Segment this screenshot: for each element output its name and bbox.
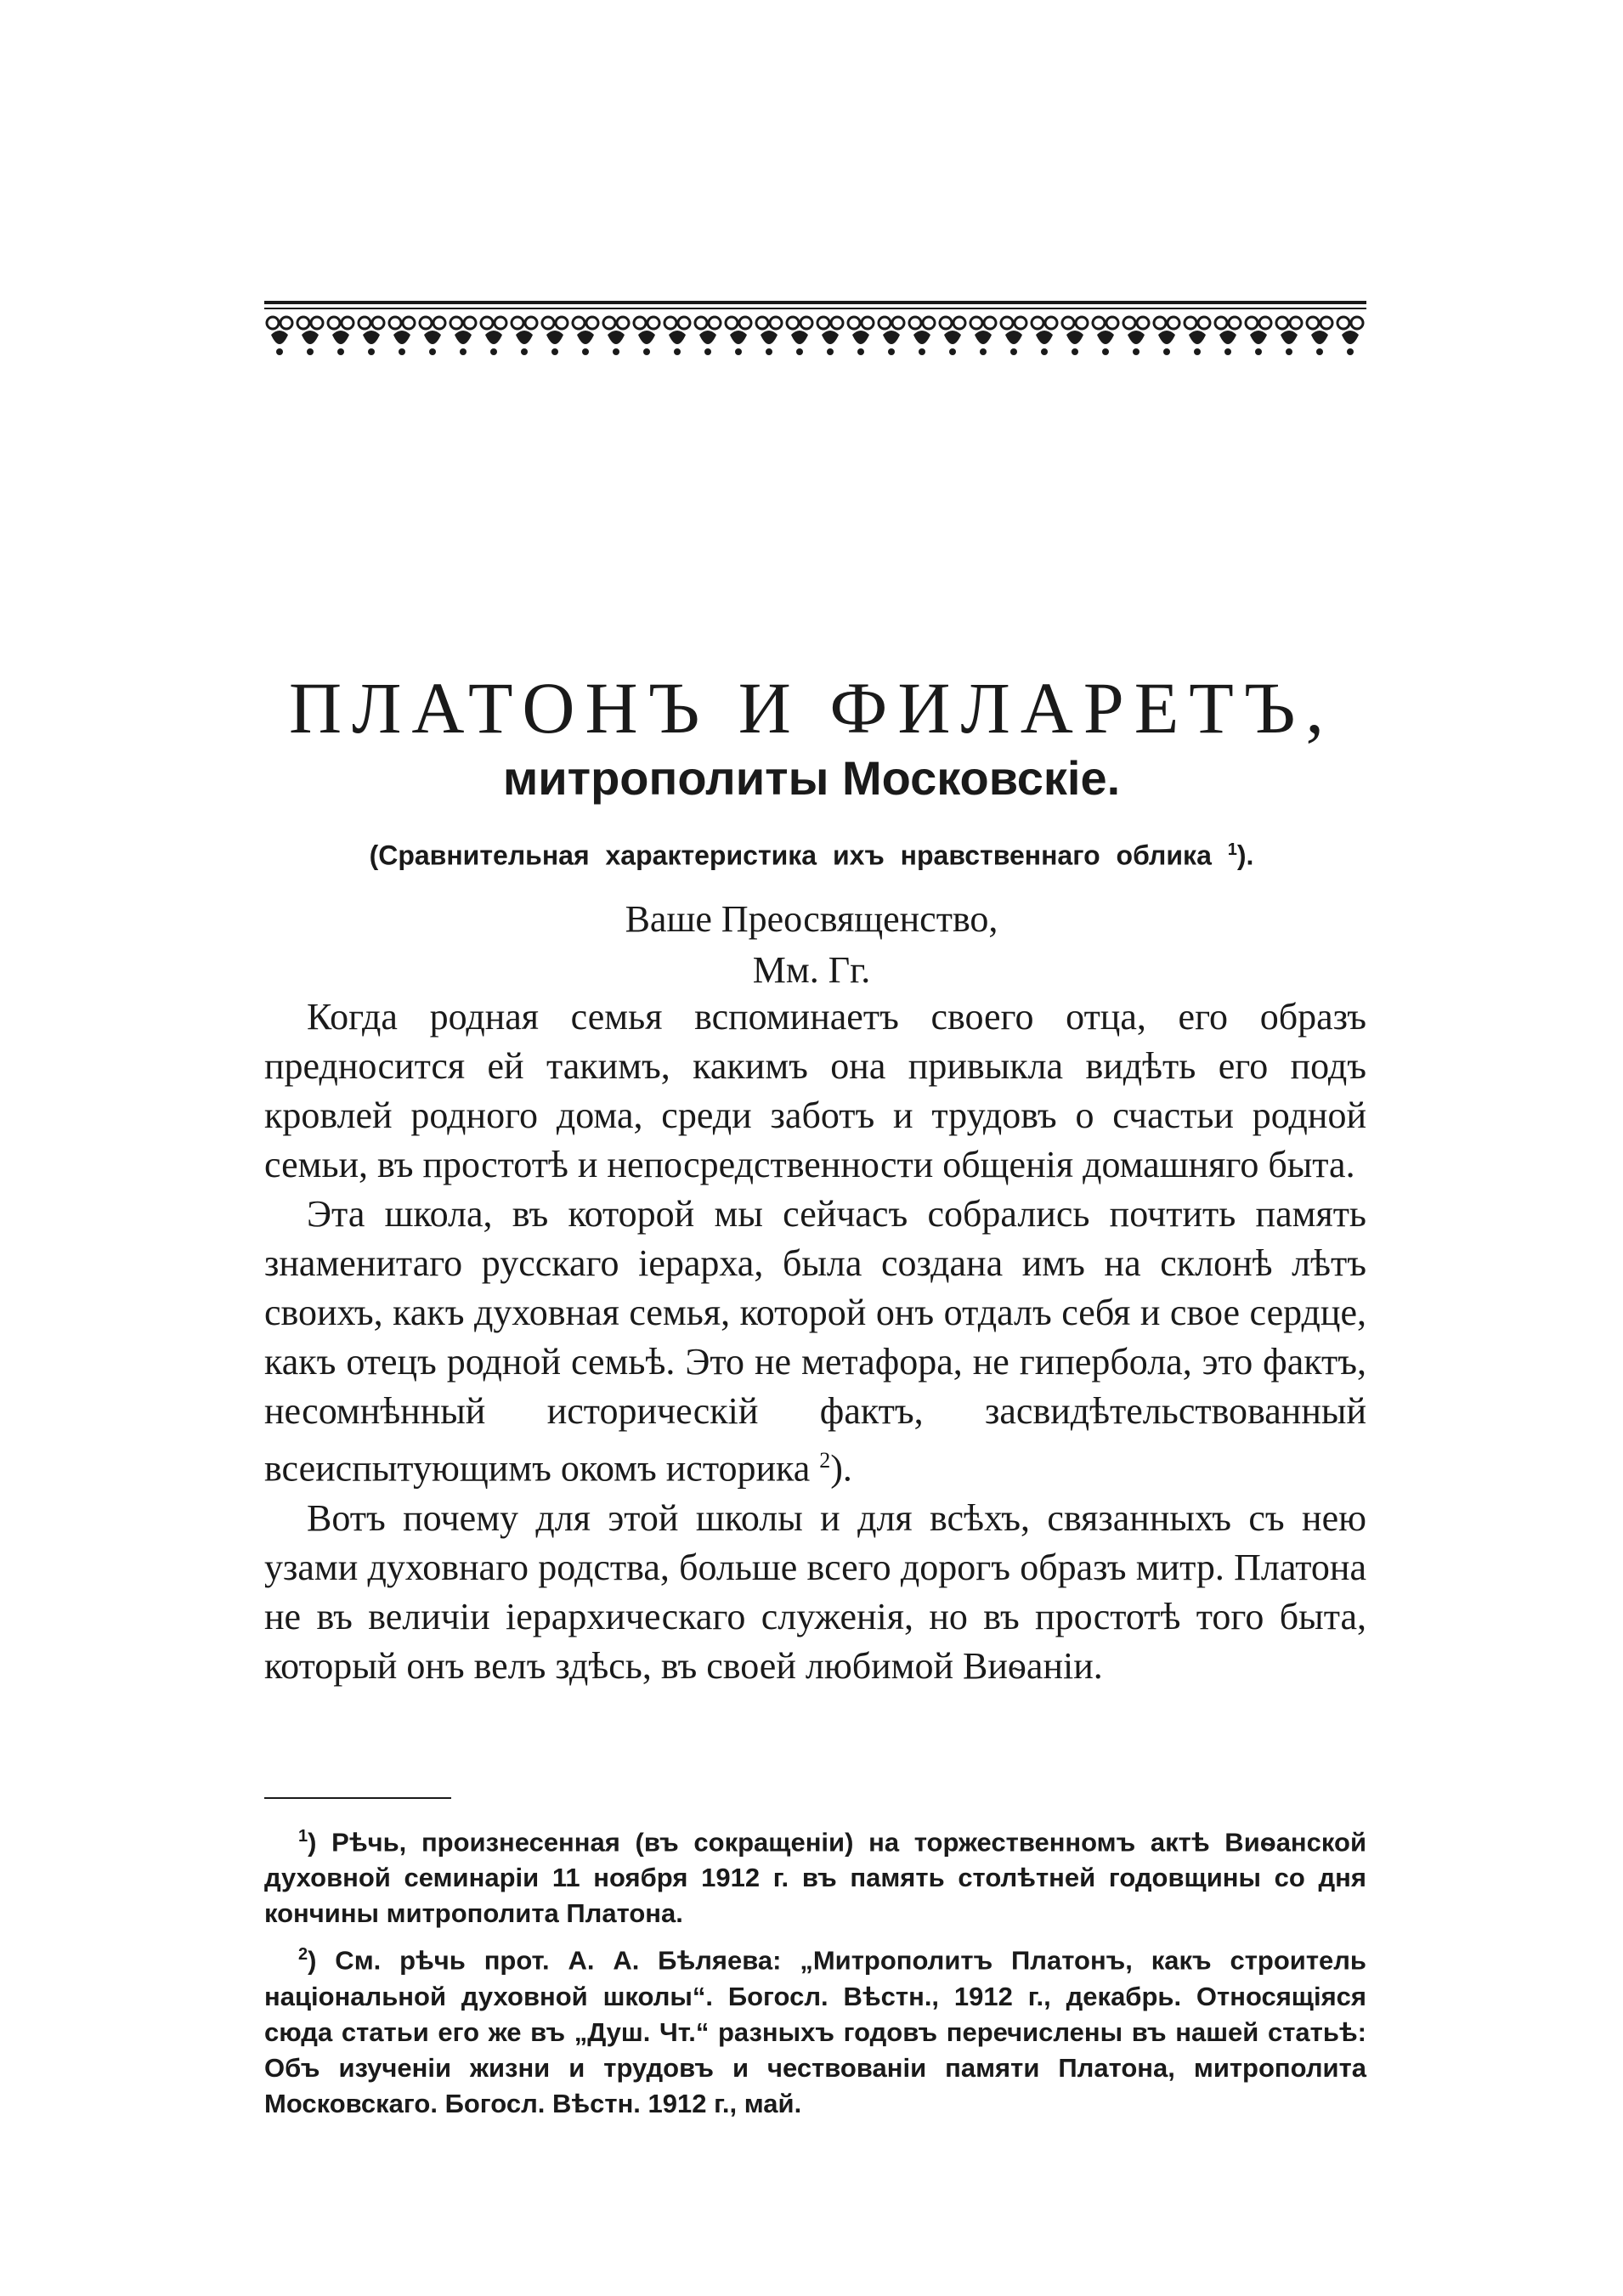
decorative-ornament-band: [264, 301, 1366, 362]
paragraph-3: Вотъ почему для этой школы и для всѣхъ, связанныхъ съ нею узами духовнаго родства, больше всего дорогъ образъ митр. Платона не въ величіи іерархическаго служенія, но въ простотѣ того быта, который онъ велъ здѣсь, въ своей любимой Виѳаніи.: [264, 1496, 1366, 1687]
paragraph-2-end: ).: [830, 1447, 852, 1490]
footnote-1-text: ) Рѣчь, произнесенная (въ сокращеніи) на торжественномъ актѣ Виѳанской духовной семинаріи 11 ноября 1912 г. въ память столѣтней годовщины со дня кончины митрополита Платона.: [264, 1827, 1366, 1929]
footnote-2: [264, 1937, 1366, 2121]
paragraph-2-text: Эта школа, въ которой мы сейчасъ собрались почтить память знаменитаго русскаго іерарха, была создана имъ на склонѣ лѣтъ своихъ, какъ духовная семья, которой онъ отдалъ себя и свое сердце, какъ отецъ родной семьѣ. Это не метафора, не гипербола, это фактъ, несомнѣнный историческій фактъ, засвидѣтельствованный всеиспытующимъ окомъ историка: [264, 1193, 1366, 1490]
subtitle-note: [0, 841, 1623, 869]
footnote-1: [264, 1818, 1366, 1931]
footnotes: [264, 1818, 1366, 2127]
paragraph-1: Когда родная семья вспоминаетъ своего отца, его образъ предносится ей такимъ, какимъ она привыкла видѣть его подъ кровлей родного дома, среди заботъ и трудовъ о счастьи родной семьи, въ простотѣ и непосредственности общенія домашняго быта.: [264, 996, 1366, 1185]
subtitle-note-close: ).: [1236, 840, 1254, 871]
salutation-line-2: Мм. Гг.: [752, 949, 871, 991]
footnote-1-mark: 1: [298, 1827, 308, 1846]
subtitle-note-text: (Сравнительная характеристика ихъ нравственнаго облика: [369, 840, 1212, 871]
page-title: ПЛАТОНЪ И ФИЛАРЕТЪ,: [288, 667, 1335, 749]
footnote-2-mark: 2: [298, 1945, 308, 1965]
footnote-separator: [264, 1797, 451, 1799]
paragraph-2: [264, 1190, 1366, 1494]
footnote-2-text: ) См. рѣчь прот. А. А. Бѣляева: „Митрополитъ Платонъ, какъ строитель національной духовной школы“. Богосл. Вѣстн., 1912 г., декабрь. Относящіяся сюда статьи его же въ „Душ. Чт.“ разныхъ годовъ перечислены въ нашей статьѣ: Объ изученіи жизни и трудовъ и чествованіи памяти Платона, митрополита Московскаго. Богосл. Вѣстн. 1912 г., май.: [264, 1945, 1366, 2118]
salutation-line-1: Ваше Преосвященство,: [625, 898, 998, 940]
footnote-ref-2[interactable]: 2: [819, 1448, 831, 1473]
main-text: [264, 992, 1366, 1691]
page-subtitle: митрополиты Московскіе.: [502, 751, 1121, 805]
footnote-ref-1[interactable]: 1: [1227, 840, 1237, 859]
